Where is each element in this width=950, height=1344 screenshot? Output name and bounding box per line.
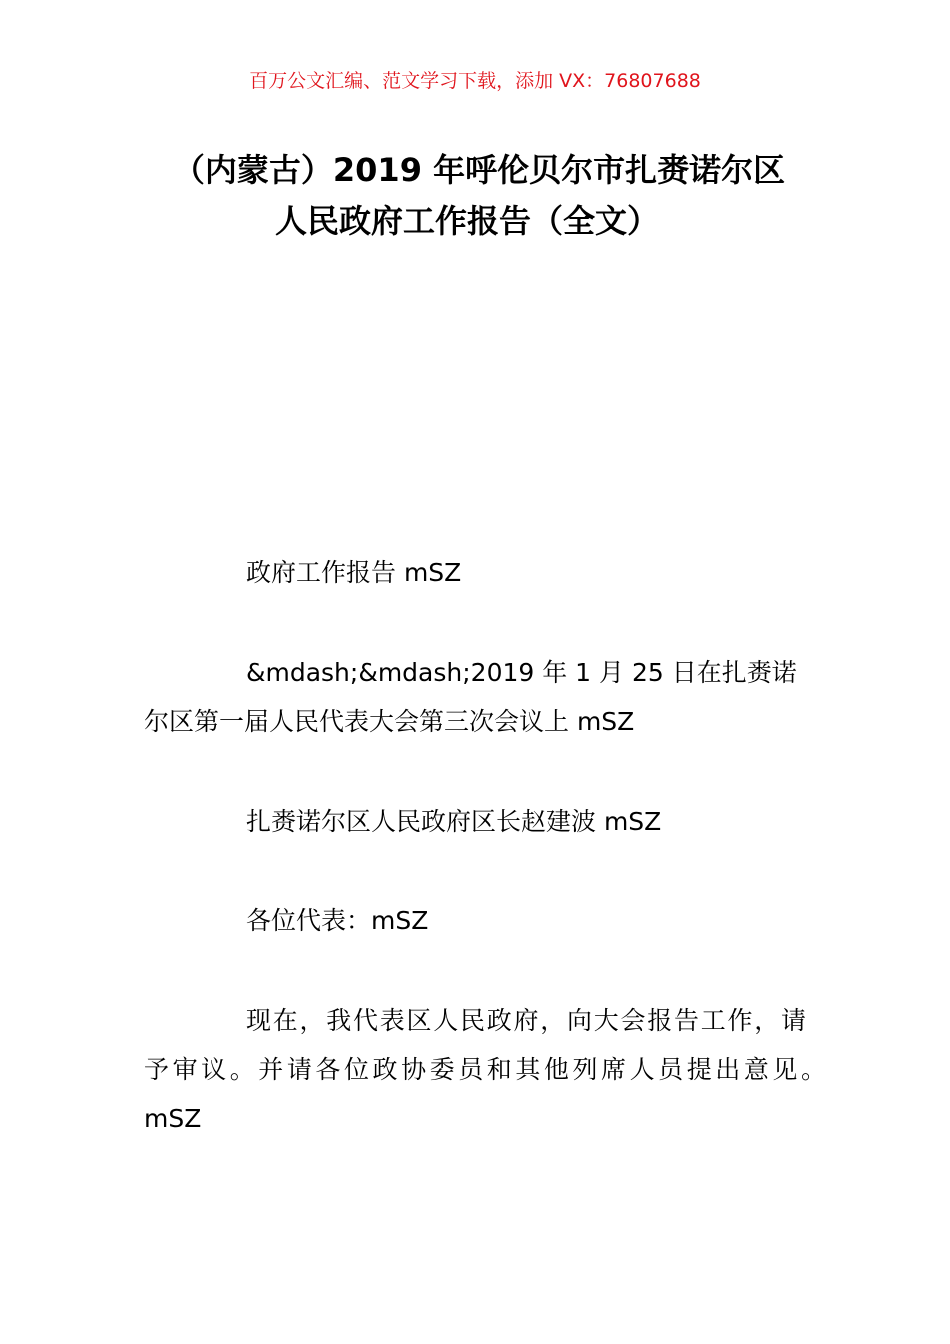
- paragraph-salutation: 各位代表：mSZ: [246, 906, 429, 935]
- document-title-line-1: （内蒙古）2019 年呼伦贝尔市扎赉诺尔区: [172, 151, 786, 189]
- document-title-line-2: 人民政府工作报告（全文）: [274, 202, 659, 240]
- download-notice: 百万公文汇编、范文学习下载，添加 VX：76807688: [249, 70, 701, 92]
- paragraph-intro-line-3: mSZ: [144, 1104, 202, 1133]
- paragraph-intro-line-1: 现在，我代表区人民政府，向大会报告工作，请: [246, 1006, 806, 1035]
- paragraph-intro-line-2: 予审议。并请各位政协委员和其他列席人员提出意见。: [144, 1055, 826, 1084]
- paragraph-speaker: 扎赉诺尔区人民政府区长赵建波 mSZ: [246, 807, 662, 836]
- paragraph-date-line-2: 尔区第一届人民代表大会第三次会议上 mSZ: [144, 707, 635, 736]
- paragraph-report-label: 政府工作报告 mSZ: [246, 558, 462, 587]
- paragraph-date-line-1: &mdash;&mdash;2019 年 1 月 25 日在扎赉诺: [246, 658, 797, 687]
